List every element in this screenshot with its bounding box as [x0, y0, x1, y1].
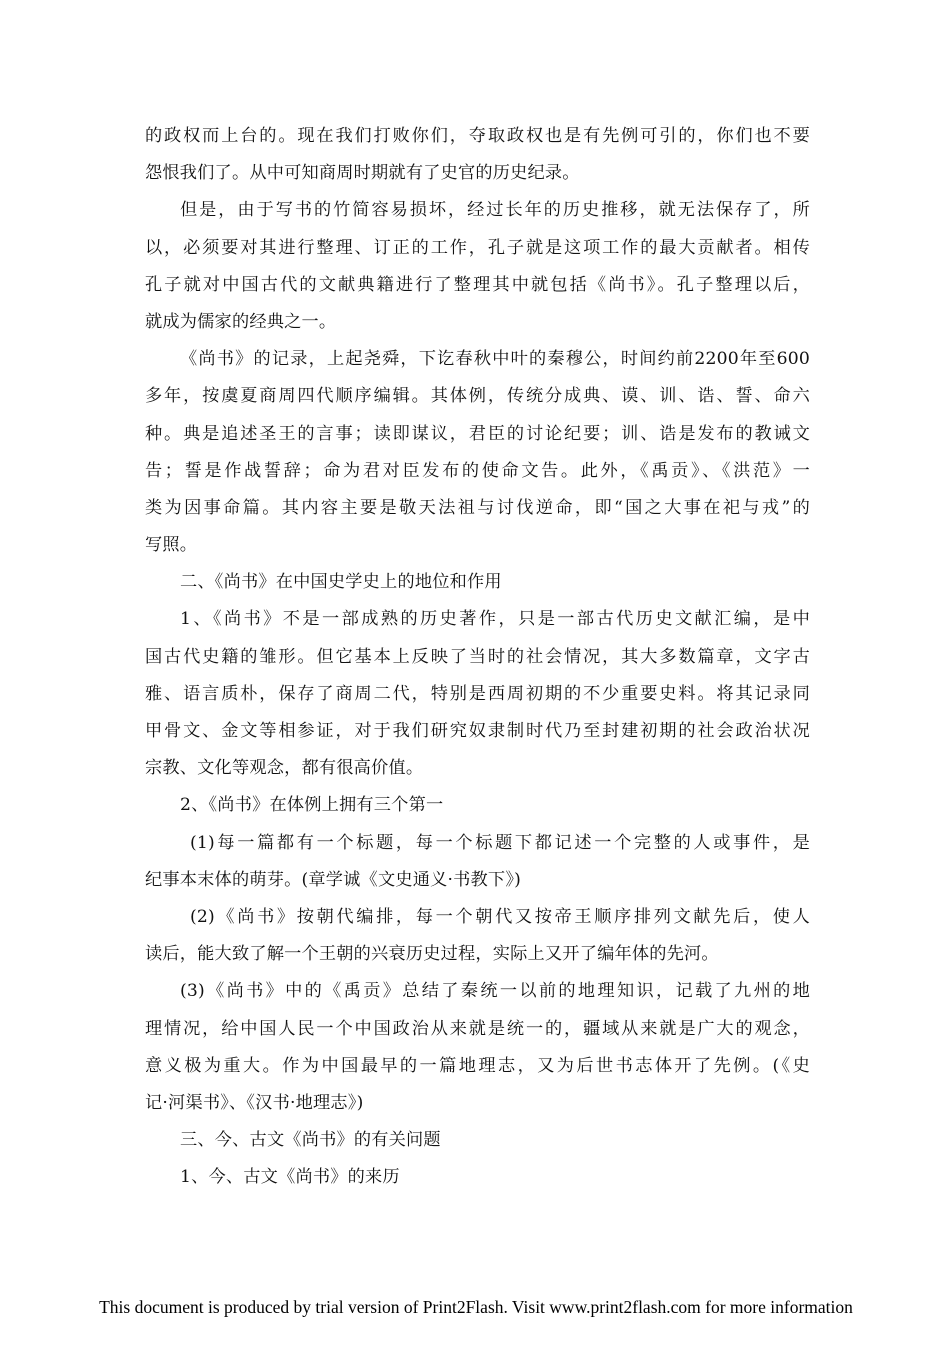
text-line: 种。典是追述圣王的言事；读即谋议，君臣的讨论纪要；训、诰是发布的教诫文 [145, 423, 810, 444]
text-line: 怨恨我们了。从中可知商周时期就有了史官的历史纪录。 [145, 163, 580, 184]
text-line: (1)每一篇都有一个标题，每一个标题下都记述一个完整的人或事件，是 [190, 832, 810, 853]
text-line: 孔子就对中国古代的文献典籍进行了整理其中就包括《尚书》。孔子整理以后， [145, 274, 810, 295]
text-line: 理情况，给中国人民一个中国政治从来就是统一的，疆域从来就是广大的观念， [145, 1018, 810, 1039]
text-line: 纪事本末体的萌芽。(章学诚《文史通义·书教下》) [145, 869, 522, 890]
text-line: 宗教、文化等观念，都有很高价值。 [145, 758, 424, 779]
trial-watermark-footer: This document is produced by trial version of Print2Flash. Visit www.print2flash.com for more information [99, 1297, 853, 1317]
text-line: 1、今、古文《尚书》的来历 [180, 1167, 400, 1188]
text-line: 就成为儒家的经典之一。 [145, 311, 337, 332]
text-line: (2)《尚书》按朝代编排，每一个朝代又按帝王顺序排列文献先后，使人 [190, 906, 810, 927]
text-line: 多年，按虞夏商周四代顺序编辑。其体例，传统分成典、谟、训、诰、誓、命六 [145, 386, 810, 407]
text-line: 《尚书》的记录，上起尧舜，下讫春秋中叶的秦穆公，时间约前2200年至600 [180, 349, 810, 370]
text-line: 二、《尚书》在中国史学史上的地位和作用 [180, 572, 502, 593]
text-line: 类为因事命篇。其内容主要是敬天法祖与讨伐逆命，即“国之大事在祀与戎”的 [145, 497, 810, 518]
text-line: 的政权而上台的。现在我们打败你们，夺取政权也是有先例可引的，你们也不要 [145, 126, 810, 146]
text-line: 三、今、古文《尚书》的有关问题 [180, 1130, 441, 1151]
text-line: 意义极为重大。作为中国最早的一篇地理志，又为后世书志体开了先例。(《史 [145, 1055, 810, 1076]
text-line: 记·河渠书》、《汉书·地理志》) [145, 1092, 364, 1113]
text-line: 雅、语言质朴，保存了商周二代，特别是西周初期的不少重要史料。将其记录同 [145, 683, 810, 704]
document-body [145, 118, 810, 1196]
text-line: 2、《尚书》在体例上拥有三个第一 [180, 795, 444, 816]
text-line: 写照。 [145, 535, 198, 556]
text-line: 告；誓是作战誓辞；命为君对臣发布的使命文告。此外，《禹贡》、《洪范》一 [145, 460, 810, 481]
text-line: 以，必须要对其进行整理、订正的工作，孔子就是这项工作的最大贡献者。相传 [145, 237, 810, 258]
text-line: 甲骨文、金文等相参证，对于我们研究奴隶制时代乃至封建初期的社会政治状况 [145, 721, 810, 741]
text-line: 但是，由于写书的竹简容易损坏，经过长年的历史推移，就无法保存了，所 [180, 200, 810, 221]
text-line: 国古代史籍的雏形。但它基本上反映了当时的社会情况，其大多数篇章，文字古 [145, 646, 810, 667]
text-line: (3)《尚书》中的《禹贡》总结了秦统一以前的地理知识，记载了九州的地 [180, 981, 810, 1002]
text-line: 读后，能大致了解一个王朝的兴衰历史过程，实际上又开了编年体的先河。 [145, 944, 719, 965]
text-line: 1、《尚书》不是一部成熟的历史著作，只是一部古代历史文献汇编，是中 [180, 609, 810, 630]
